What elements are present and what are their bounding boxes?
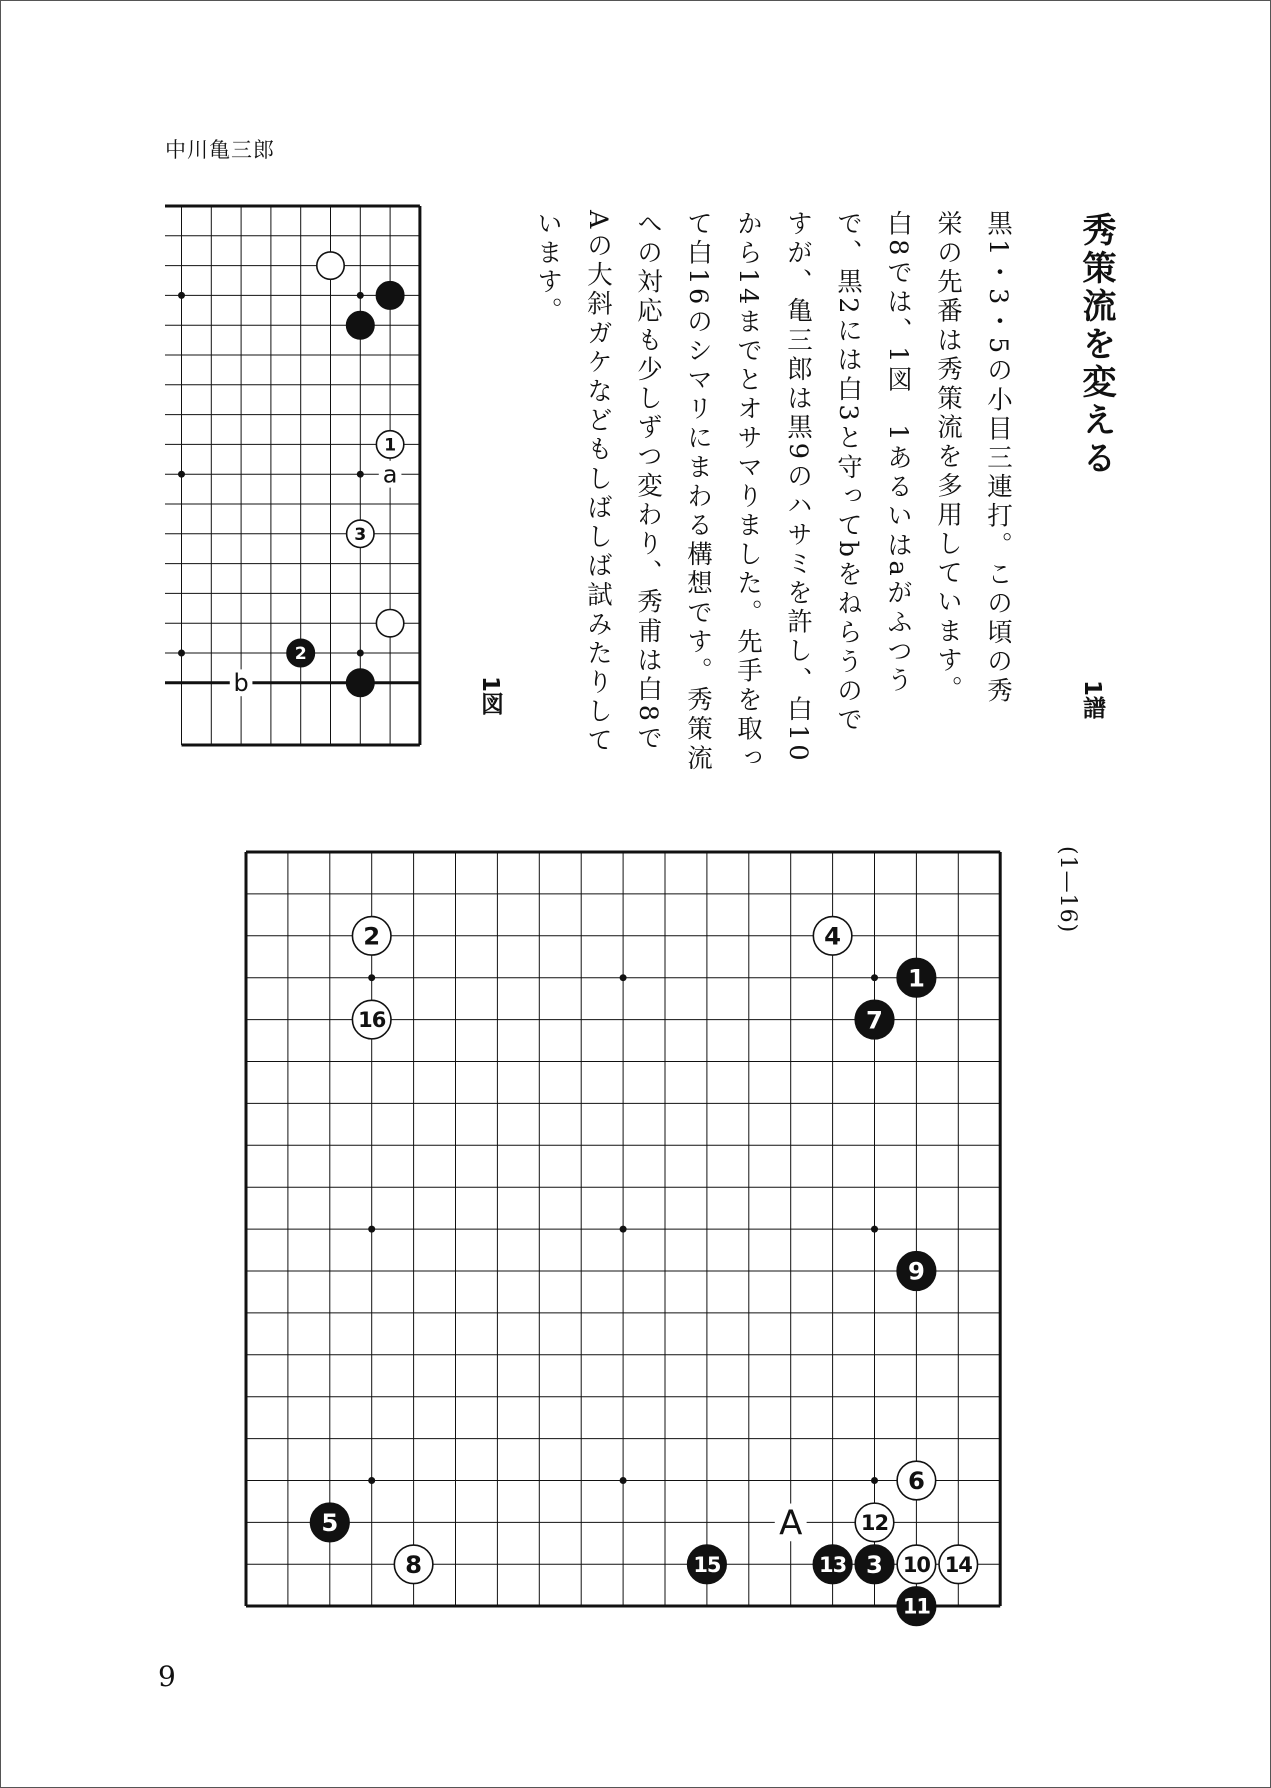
star-point (871, 1477, 878, 1484)
move-number: 6 (907, 1466, 925, 1496)
move-number: 14 (944, 1552, 972, 1577)
text-column: すが、亀三郎は黒9のハサミを許し、白10 (783, 210, 813, 765)
move-number: 15 (693, 1552, 721, 1577)
text-column: への対応も少しずつ変わり、秀甫は白8で (633, 210, 663, 754)
star-point (368, 1226, 375, 1233)
text-column: 白8では、1図 1あるいはaがふつう (883, 210, 913, 696)
diagram-label: 1図 (477, 676, 503, 716)
move-range: (1—16) (1055, 846, 1080, 934)
star-point (368, 1477, 375, 1484)
text-column: で、黒2には白3と守ってbをねらうので (833, 210, 863, 736)
star-point (620, 974, 627, 981)
move-number: 1 (384, 435, 397, 456)
text-column: 栄の先番は秀策流を多用しています。 (933, 210, 963, 705)
star-point (871, 974, 878, 981)
move-number: 2 (294, 644, 307, 665)
section-title: 秀策流を変える (1076, 212, 1116, 478)
move-number: 8 (405, 1550, 423, 1580)
move-number: 13 (819, 1552, 847, 1577)
move-number: 3 (354, 525, 367, 546)
star-point (871, 1226, 878, 1233)
move-number: 4 (824, 921, 842, 951)
move-number: 5 (321, 1508, 339, 1538)
move-number: 3 (866, 1550, 883, 1580)
text-column: Aの大斜ガケなどもしばしば試みたりして (583, 210, 613, 756)
move-number: 12 (860, 1510, 889, 1535)
move-number: 9 (907, 1256, 925, 1286)
star-point (620, 1226, 627, 1233)
move-number: 2 (363, 921, 381, 951)
text-column: から14までとオサマりました。先手を取っ (733, 210, 763, 774)
text-column: 黒1・3・5の小目三連打。この頃の秀 (983, 210, 1013, 706)
board-letter-A: A (779, 1503, 803, 1544)
text-column: います。 (533, 210, 563, 327)
star-point (368, 974, 375, 981)
move-number: 16 (358, 1008, 386, 1033)
star-point (620, 1477, 627, 1484)
move-number: 11 (902, 1594, 930, 1619)
text-column: て白16のシマリにまわる構想です。秀策流 (683, 210, 713, 774)
move-number: 10 (902, 1552, 930, 1577)
page-number: 9 (158, 1660, 176, 1693)
board-letter-a: a (382, 460, 398, 489)
board-letter-b: b (233, 669, 249, 698)
running-head: 中川亀三郎 (165, 138, 275, 162)
move-number: 7 (866, 1005, 883, 1035)
record-label: 1譜 (1079, 680, 1105, 720)
move-number: 1 (907, 963, 925, 993)
